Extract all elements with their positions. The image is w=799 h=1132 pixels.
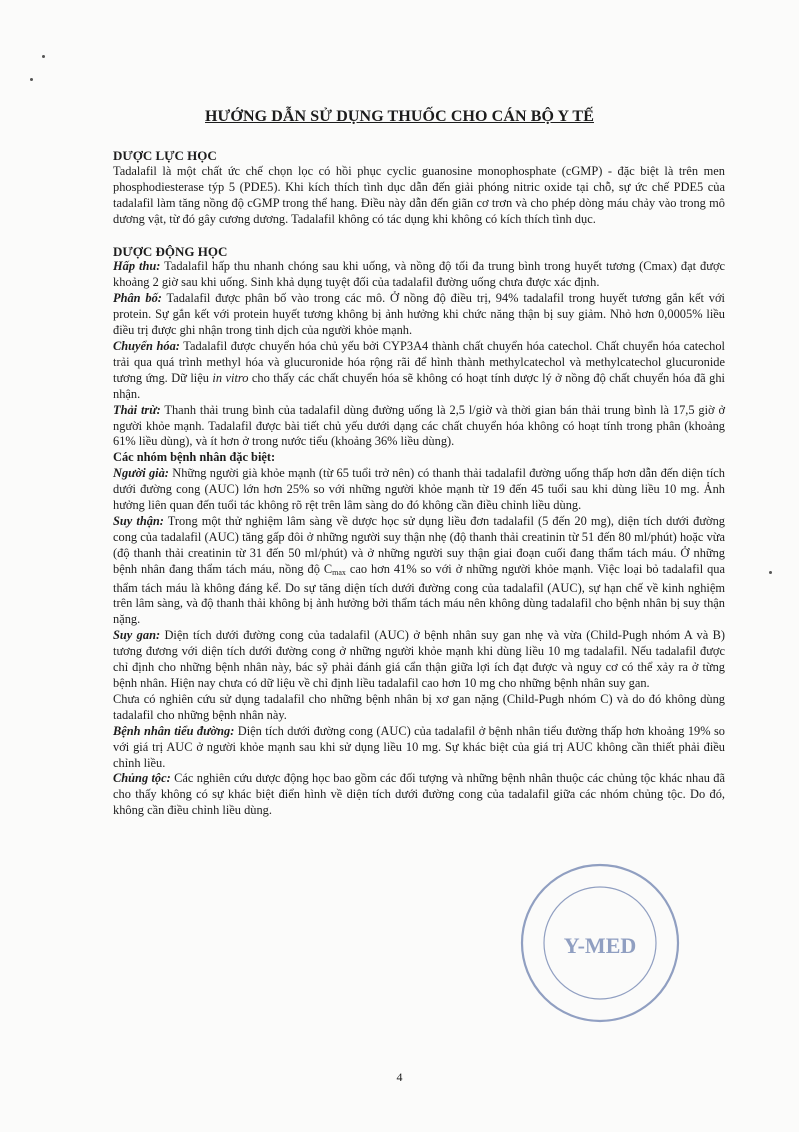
- renal-paragraph: [113, 514, 725, 628]
- elimination-label: Thải trừ:: [113, 402, 161, 417]
- absorption-label: Hấp thu:: [113, 259, 161, 274]
- renal-text: Trong một thử nghiệm lâm sàng về dược học sử dụng liều đơn tadalafil (5 đến 20 mg), diện tích dưới đường cong của tadalafil (AUC) tăng gấp đôi ở những người suy thận nhẹ (độ thanh thải creatinin từ 51 đến 80 ml/phút) hoặc vừa (độ thanh thải creatinin từ 31 đến 50 ml/phút) và ở những người suy thận giai đoạn cuối đang thẩm tách máu. Ở những bệnh nhân đang thẩm tách máu, nồng độ C: [113, 513, 725, 576]
- distribution-text: Tadalafil được phân bố vào trong các mô. Ở nồng độ điều trị, 94% tadalafil trong huyết tương gắn kết với protein. Sự gắn kết với protein huyết tương không bị ảnh hưởng khi chức năng thận bị suy giảm. Nhỏ hơn 0,0005% liều điều trị được ghi nhận trong tinh dịch của người khỏe mạnh.: [113, 291, 725, 338]
- pharmacodynamics-paragraph: Tadalafil là một chất ức chế chọn lọc có hồi phục cyclic guanosine monophosphate (cGMP) - đặc biệt là trên men phosphodiesterase týp 5 (PDE5). Khi kích thích tình dục dẫn đến giải phóng nitric oxide tại chỗ, sự ức chế PDE5 của tadalafil làm tăng nồng độ cGMP trong thể hang. Điều này dẫn đến giãn cơ trơn và cho phép dòng máu chảy vào trong mô dương vật, từ đó gây cương dương. Tadalafil không có tác dụng khi không có kích thích tình dục.: [113, 163, 725, 226]
- metabolism-text: Tadalafil được chuyển hóa chủ yếu bởi CYP3A4 thành chất chuyển hóa catechol. Chất chuyển hóa catechol trải qua quá trình methyl hóa và glucuronide hóa rộng rãi để hình thành methylcatechol và methylcatechol glucuronide tương ứng. Dữ liệu: [113, 338, 725, 385]
- metabolism-label: Chuyển hóa:: [113, 338, 180, 353]
- hepatic-paragraph: [113, 628, 725, 692]
- renal-text-end: cao hơn 41% so với ở những người khỏe mạnh. Việc loại bỏ tadalafil qua thẩm tách máu là không đáng kể. Do sự tăng diện tích dưới đường cong của tadalafil (AUC), sự hạn chế về kinh nghiệm trên lâm sàng, và độ thanh thải không bị ảnh hưởng bởi thẩm tách máu nên không dùng tadalafil cho bệnh nhân bị suy thận nặng.: [113, 561, 725, 627]
- cirrhosis-paragraph: Chưa có nghiên cứu sử dụng tadalafil cho những bệnh nhân bị xơ gan nặng (Child-Pugh nhóm C) và do đó không dùng tadalafil cho những bệnh nhân này.: [113, 691, 725, 722]
- hepatic-text: Diện tích dưới đường cong của tadalafil (AUC) ở bệnh nhân suy gan nhẹ và vừa (Child-Pugh nhóm A và B) tương đương với diện tích dưới đường cong ở những người khỏe mạnh khi dùng liều 10 mg tadalafil. Nếu tadalafil được chỉ định cho những bệnh nhân này, bác sỹ phải đánh giá cẩn thận giữa lợi ích đạt được và nguy cơ có thể xảy ra ở từng bệnh nhân. Hiện nay chưa có dữ liệu về chỉ định liều tadalafil cao hơn 10 mg cho những bệnh nhân suy gan.: [113, 628, 725, 690]
- scan-speck: [30, 78, 33, 81]
- distribution-label: Phân bố:: [113, 291, 162, 306]
- pharmacokinetics-heading: DƯỢC ĐỘNG HỌC: [113, 243, 228, 259]
- absorption-paragraph: [113, 259, 725, 291]
- page-title: HƯỚNG DẪN SỬ DỤNG THUỐC CHO CÁN BỘ Y TẾ: [205, 108, 594, 125]
- elderly-text: Những người già khỏe mạnh (từ 65 tuổi trở nên) có thanh thải tadalafil đường uống thấp hơn dẫn đến diện tích dưới đường cong (AUC) lớn hơn 25% so với những người khỏe mạnh từ 19 đến 45 tuổi sau khi dùng liều 10 mg. Ảnh hưởng liên quan đến tuổi tác không rõ rệt trên lâm sàng do đó không cần điều chỉnh liều dùng.: [113, 466, 725, 513]
- stamp-text: Y-MED: [563, 933, 637, 958]
- hepatic-label: Suy gan:: [113, 628, 161, 643]
- scan-speck: [769, 571, 772, 574]
- ethnicity-label: Chủng tộc:: [113, 771, 171, 786]
- diabetic-label: Bệnh nhân tiểu đường:: [113, 723, 235, 738]
- metabolism-text-end: cho thấy các chất chuyển hóa sẽ không có hoạt tính dược lý ở nồng độ chất chuyển hóa đã ghi nhận.: [113, 370, 725, 401]
- pharmacodynamics-heading: DƯỢC LỰC HỌC: [113, 148, 217, 163]
- diabetic-paragraph: [113, 724, 725, 772]
- elimination-paragraph: [113, 403, 725, 451]
- absorption-text: Tadalafil hấp thu nhanh chóng sau khi uống, và nồng độ tối đa trung bình trong huyết tương (Cmax) đạt được khoảng 2 giờ sau khi uống. Sinh khả dụng tuyệt đối của tadalafil đường uống chưa được xác định.: [113, 259, 726, 290]
- cmax-subscript: max: [332, 567, 346, 577]
- document-body: [113, 148, 725, 819]
- diabetic-text: Diện tích dưới đường cong (AUC) của tadalafil ở bệnh nhân tiểu đường thấp hơn khoảng 19% so với giá trị AUC ở người khỏe mạnh sau khi sử dụng liều 10 mg. Sự khác biệt của giá trị AUC không cần thiết phải điều chỉnh liều.: [113, 723, 725, 770]
- elderly-paragraph: [113, 466, 725, 514]
- elderly-label: Người già:: [113, 466, 169, 481]
- page-number: 4: [396, 1070, 403, 1084]
- company-stamp: [500, 855, 685, 1035]
- renal-label: Suy thận:: [113, 513, 164, 528]
- metabolism-paragraph: [113, 339, 725, 403]
- metabolism-italic: in vitro: [212, 370, 249, 385]
- special-populations-heading: Các nhóm bệnh nhân đặc biệt:: [113, 450, 276, 465]
- distribution-paragraph: [113, 291, 725, 339]
- ethnicity-paragraph: [113, 771, 725, 819]
- ethnicity-text: Các nghiên cứu dược động học bao gồm các đối tượng và những bệnh nhân thuộc các chủng tộc khác nhau đã cho thấy không có sự khác biệt điển hình về diện tích dưới đường cong của tadalafil giữa các nhóm chủng tộc. Do đó, không cần điều chỉnh liều dùng.: [113, 771, 725, 818]
- elimination-text: Thanh thải trung bình của tadalafil dùng đường uống là 2,5 l/giờ và thời gian bán thải trung bình là 17,5 giờ ở người khỏe mạnh. Tadalafil được bài tiết chủ yếu dưới dạng các chất chuyển hóa không có hoạt tính trong phân (khoảng 61% liều dùng), và ít hơn ở trong nước tiểu (khoảng 36% liều dùng).: [113, 402, 726, 449]
- scan-speck: [42, 55, 45, 58]
